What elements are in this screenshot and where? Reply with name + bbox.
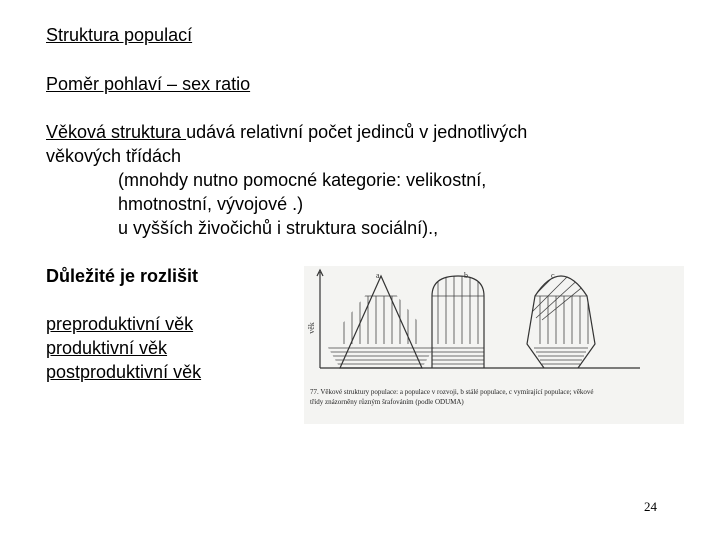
age-structure-figure xyxy=(304,266,684,424)
age-structure-line xyxy=(46,121,527,143)
note-line-3: u vyšších živočichů i struktura sociální)., xyxy=(118,218,439,238)
category-postproductive-text: postproduktivní věk xyxy=(46,362,202,382)
figure-caption-line-1: 77. Věkové struktury populace: a populace v rozvoji, b stálé populace, c vymírající populace; věkové xyxy=(310,388,594,396)
figure-axis-label: věk xyxy=(307,322,316,334)
distinguish-heading: Důležité je rozlišit xyxy=(46,266,199,286)
panel-label-b: b xyxy=(464,271,468,280)
note-line-1: (mnohdy nutno pomocné kategorie: velikostní, xyxy=(118,170,487,190)
figure-caption-line-2: třídy znázorněny různým šrafováním (podle ODUMA) xyxy=(310,398,464,406)
category-productive-text: produktivní věk xyxy=(46,338,168,358)
category-postproductive xyxy=(46,361,201,383)
page-number: 24 xyxy=(644,499,657,514)
age-structure-definition: udává relativní počet jedinců v jednotlivých xyxy=(186,122,528,142)
sex-ratio-text: Poměr pohlaví – sex ratio xyxy=(46,74,251,94)
category-productive xyxy=(46,337,167,359)
category-preproductive-text: preproduktivní věk xyxy=(46,314,194,334)
panel-label-c: c xyxy=(551,271,555,280)
panel-label-a: a xyxy=(376,271,380,280)
sex-ratio-heading xyxy=(46,73,250,95)
note-line-2: hmotnostní, vývojové .) xyxy=(118,194,304,214)
slide-title-text: Struktura populací xyxy=(46,25,193,45)
age-structure-term: Věková struktura xyxy=(46,122,187,142)
slide-title xyxy=(46,24,192,46)
category-preproductive xyxy=(46,313,193,335)
age-structure-line-2: věkových třídách xyxy=(46,146,182,166)
